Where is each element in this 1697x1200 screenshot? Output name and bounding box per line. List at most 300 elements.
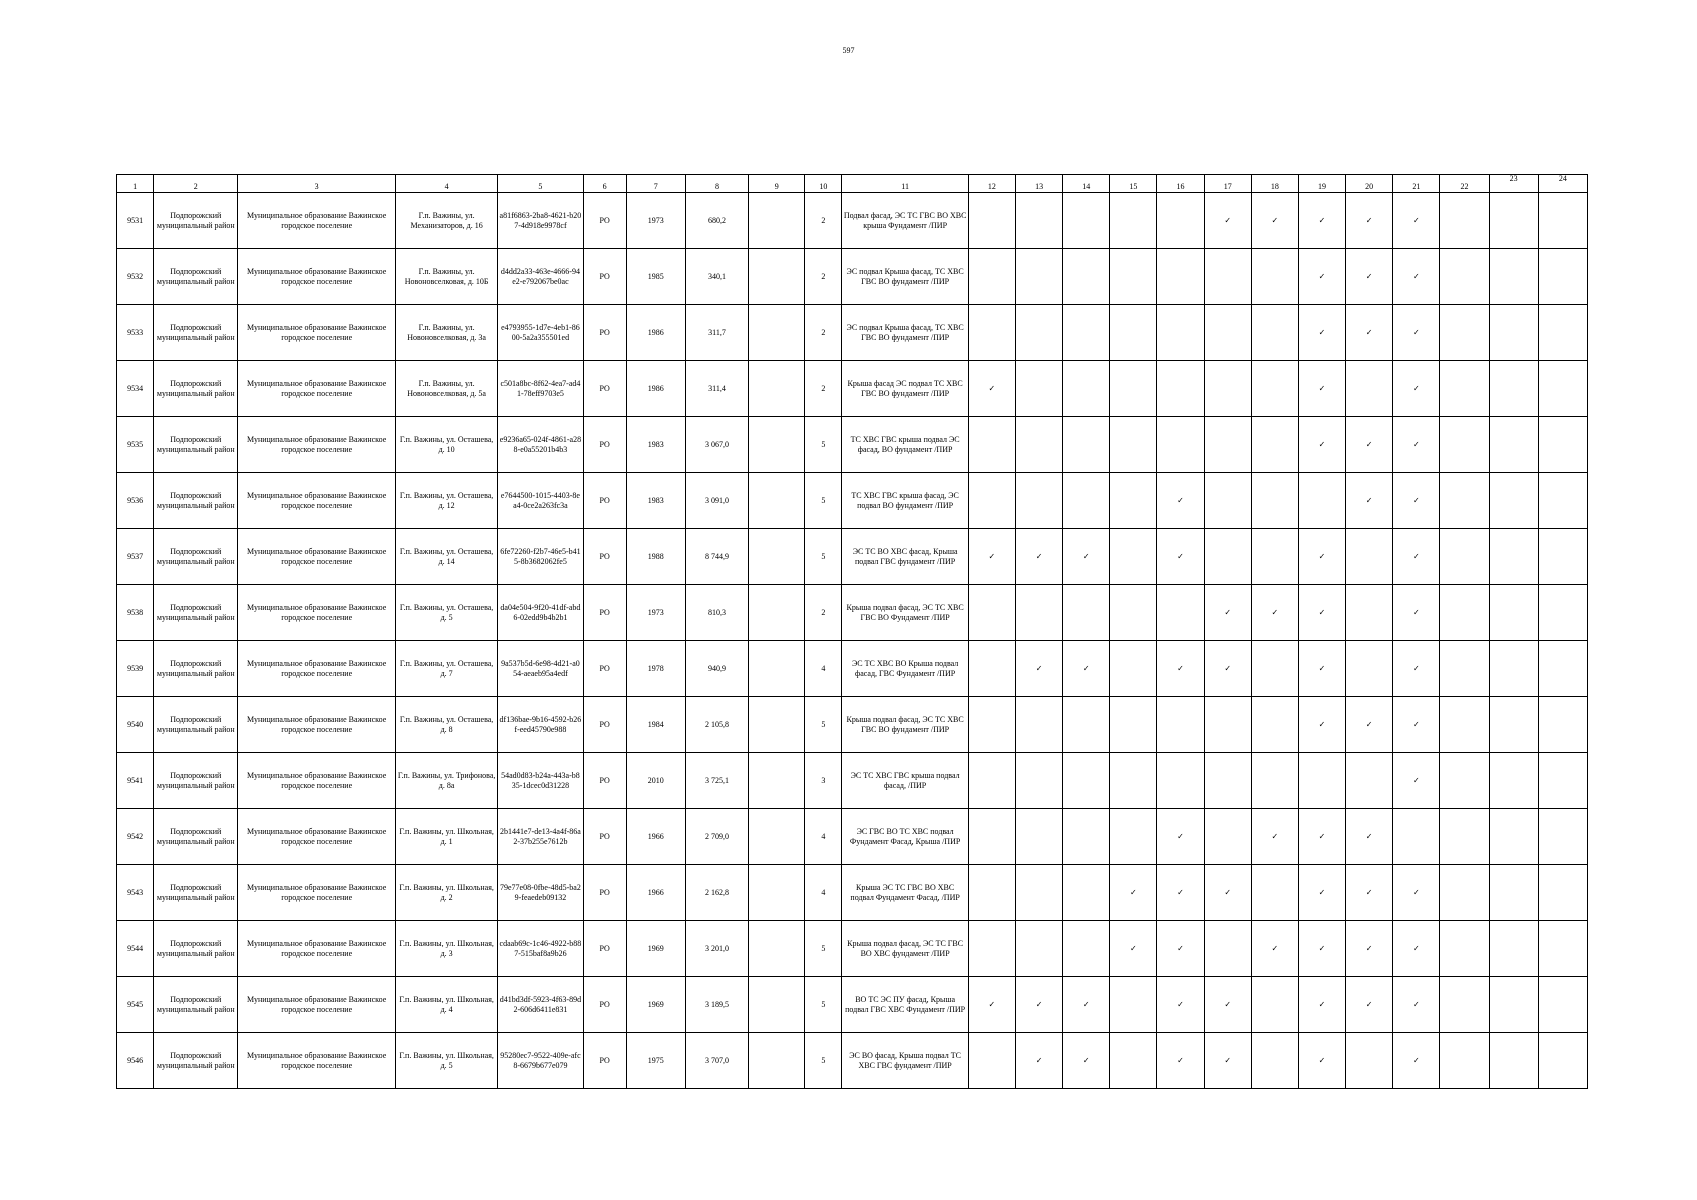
management-type-cell: РО [583,697,626,753]
checkmark-icon: ✓ [1298,361,1345,417]
table-row [117,585,1588,641]
checkmark-icon: ✓ [1393,641,1440,697]
empty-mark-cell [1063,697,1110,753]
works-list-cell: Крыша фасад ЭС подвал ТС ХВС ГВС ВО фундамент /ПИР [842,361,968,417]
empty-mark-cell [1538,585,1587,641]
column-9-cell [749,921,805,977]
empty-mark-cell [1063,249,1110,305]
works-list-cell: Крыша ЭС ТС ГВС ВО ХВС подвал Фундамент Фасад, /ПИР [842,865,968,921]
house-id-cell: df136bae-9b16-4592-b26f-eed45790e988 [498,697,583,753]
column-9-cell [749,585,805,641]
empty-mark-cell [1346,753,1393,809]
empty-mark-cell [1251,249,1298,305]
empty-mark-cell [1489,1033,1538,1089]
column-9-cell [749,249,805,305]
empty-mark-cell [1110,473,1157,529]
checkmark-icon: ✓ [1157,977,1204,1033]
empty-mark-cell [1440,977,1489,1033]
empty-mark-cell [968,1033,1015,1089]
municipality-cell: Муниципальное образование Важинское городское поселение [238,977,396,1033]
empty-mark-cell [968,921,1015,977]
management-type-cell: РО [583,249,626,305]
empty-mark-cell [968,809,1015,865]
column-number-row [117,175,1588,193]
page-number: 597 [842,46,855,55]
checkmark-icon: ✓ [1346,809,1393,865]
checkmark-icon: ✓ [1393,473,1440,529]
area-cell: 3 201,0 [685,921,748,977]
empty-mark-cell [1204,529,1251,585]
area-cell: 311,4 [685,361,748,417]
address-cell: Г.п. Важины, ул. Школьная, д. 1 [395,809,497,865]
area-cell: 340,1 [685,249,748,305]
empty-mark-cell [1489,305,1538,361]
empty-mark-cell [1015,417,1062,473]
municipality-cell: Муниципальное образование Важинское городское поселение [238,1033,396,1089]
empty-mark-cell [1538,977,1587,1033]
column-10-cell: 2 [805,193,842,249]
empty-mark-cell [1393,809,1440,865]
works-list-cell: ЭС ГВС ВО ТС ХВС подвал Фундамент Фасад, Крыша /ПИР [842,809,968,865]
works-list-cell: Крыша подвал фасад, ЭС ТС ГВС ВО ХВС фундамент /ПИР [842,921,968,977]
address-cell: Г.п. Важины, ул. Осташева, д. 10 [395,417,497,473]
checkmark-icon: ✓ [1298,697,1345,753]
checkmark-icon: ✓ [1298,977,1345,1033]
checkmark-icon: ✓ [1346,249,1393,305]
row-number-cell: 9545 [117,977,154,1033]
empty-mark-cell [1251,865,1298,921]
checkmark-icon: ✓ [1063,641,1110,697]
empty-mark-cell [1110,809,1157,865]
address-cell: Г.п. Важины, ул. Новоновселковая, д. 10Б [395,249,497,305]
works-list-cell: ЭС ТС ХВС ВО Крыша подвал фасад, ГВС Фундамент /ПИР [842,641,968,697]
empty-mark-cell [1346,529,1393,585]
year-cell: 1986 [626,305,685,361]
municipality-cell: Муниципальное образование Важинское городское поселение [238,361,396,417]
year-cell: 1983 [626,473,685,529]
empty-mark-cell [1251,977,1298,1033]
empty-mark-cell [1489,417,1538,473]
empty-mark-cell [1489,249,1538,305]
checkmark-icon: ✓ [968,529,1015,585]
works-list-cell: ЭС ТС ХВС ГВС крыша подвал фасад, /ПИР [842,753,968,809]
table-row [117,921,1588,977]
empty-mark-cell [1251,697,1298,753]
checkmark-icon: ✓ [1346,417,1393,473]
empty-mark-cell [968,697,1015,753]
empty-mark-cell [1440,809,1489,865]
management-type-cell: РО [583,361,626,417]
address-cell: Г.п. Важины, ул. Школьная, д. 5 [395,1033,497,1089]
address-cell: Г.п. Важины, ул. Осташева, д. 8 [395,697,497,753]
column-10-cell: 5 [805,977,842,1033]
empty-mark-cell [1110,305,1157,361]
empty-mark-cell [968,753,1015,809]
works-list-cell: Крыша подвал фасад, ЭС ТС ХВС ГВС ВО фундамент /ПИР [842,697,968,753]
column-10-cell: 2 [805,361,842,417]
checkmark-icon: ✓ [1393,417,1440,473]
area-cell: 680,2 [685,193,748,249]
district-cell: Подпорожский муниципальный район [154,417,238,473]
address-cell: Г.п. Важины, ул. Новоновселковая, д. 5а [395,361,497,417]
checkmark-icon: ✓ [1204,641,1251,697]
empty-mark-cell [1015,753,1062,809]
column-number-header: 2 [154,175,238,193]
table-row [117,977,1588,1033]
empty-mark-cell [1346,1033,1393,1089]
row-number-cell: 9543 [117,865,154,921]
checkmark-icon: ✓ [1157,921,1204,977]
checkmark-icon: ✓ [1298,1033,1345,1089]
empty-mark-cell [1489,977,1538,1033]
house-id-cell: 54ad0d83-b24a-443a-b835-1dcec0d31228 [498,753,583,809]
district-cell: Подпорожский муниципальный район [154,865,238,921]
empty-mark-cell [1489,641,1538,697]
area-cell: 810,3 [685,585,748,641]
column-number-header: 20 [1346,175,1393,193]
house-id-cell: d41bd3df-5923-4f63-89d2-606d6411e831 [498,977,583,1033]
checkmark-icon: ✓ [1251,585,1298,641]
checkmark-icon: ✓ [1251,193,1298,249]
checkmark-icon: ✓ [1251,921,1298,977]
checkmark-icon: ✓ [1393,921,1440,977]
checkmark-icon: ✓ [968,977,1015,1033]
column-number-header: 22 [1440,175,1489,193]
district-cell: Подпорожский муниципальный район [154,249,238,305]
district-cell: Подпорожский муниципальный район [154,977,238,1033]
row-number-cell: 9544 [117,921,154,977]
empty-mark-cell [1015,249,1062,305]
empty-mark-cell [1063,921,1110,977]
year-cell: 1983 [626,417,685,473]
empty-mark-cell [1204,249,1251,305]
house-id-cell: 79e77e08-0fbe-48d5-ba29-feaedeb09132 [498,865,583,921]
checkmark-icon: ✓ [1393,697,1440,753]
house-id-cell: e4793955-1d7e-4eb1-8600-5a2a355501ed [498,305,583,361]
column-10-cell: 5 [805,1033,842,1089]
district-cell: Подпорожский муниципальный район [154,1033,238,1089]
area-cell: 2 709,0 [685,809,748,865]
empty-mark-cell [1489,753,1538,809]
empty-mark-cell [1015,697,1062,753]
year-cell: 1969 [626,977,685,1033]
address-cell: Г.п. Важины, ул. Школьная, д. 2 [395,865,497,921]
house-id-cell: d4dd2a33-463e-4666-94e2-e792067be0ac [498,249,583,305]
house-id-cell: da04e504-9f20-41df-abd6-02edd9b4b2b1 [498,585,583,641]
checkmark-icon: ✓ [1346,697,1393,753]
column-number-header: 16 [1157,175,1204,193]
municipality-cell: Муниципальное образование Важинское городское поселение [238,809,396,865]
year-cell: 1975 [626,1033,685,1089]
area-cell: 2 162,8 [685,865,748,921]
column-10-cell: 4 [805,641,842,697]
checkmark-icon: ✓ [1298,585,1345,641]
year-cell: 1966 [626,865,685,921]
empty-mark-cell [1346,641,1393,697]
checkmark-icon: ✓ [1015,1033,1062,1089]
empty-mark-cell [1157,753,1204,809]
empty-mark-cell [1346,585,1393,641]
empty-mark-cell [1204,361,1251,417]
management-type-cell: РО [583,417,626,473]
checkmark-icon: ✓ [1346,473,1393,529]
empty-mark-cell [1440,305,1489,361]
year-cell: 1986 [626,361,685,417]
table-header [117,175,1588,193]
checkmark-icon: ✓ [1393,249,1440,305]
management-type-cell: РО [583,921,626,977]
column-10-cell: 2 [805,305,842,361]
column-number-header: 7 [626,175,685,193]
year-cell: 1988 [626,529,685,585]
empty-mark-cell [1110,977,1157,1033]
table-row [117,361,1588,417]
municipality-cell: Муниципальное образование Важинское городское поселение [238,193,396,249]
house-id-cell: 6fe72260-f2b7-46e5-b415-8b3682062fe5 [498,529,583,585]
empty-mark-cell [1204,809,1251,865]
year-cell: 1985 [626,249,685,305]
empty-mark-cell [1204,417,1251,473]
empty-mark-cell [1110,193,1157,249]
checkmark-icon: ✓ [1204,977,1251,1033]
row-number-cell: 9536 [117,473,154,529]
checkmark-icon: ✓ [1393,585,1440,641]
table-row [117,249,1588,305]
empty-mark-cell [1204,305,1251,361]
municipality-cell: Муниципальное образование Важинское городское поселение [238,753,396,809]
column-10-cell: 4 [805,865,842,921]
checkmark-icon: ✓ [1298,921,1345,977]
checkmark-icon: ✓ [1015,529,1062,585]
empty-mark-cell [968,865,1015,921]
empty-mark-cell [1440,753,1489,809]
column-number-header: 18 [1251,175,1298,193]
empty-mark-cell [1063,809,1110,865]
column-number-header: 3 [238,175,396,193]
house-id-cell: cdaab69c-1c46-4922-b887-515baf8a9b26 [498,921,583,977]
row-number-cell: 9535 [117,417,154,473]
column-9-cell [749,1033,805,1089]
empty-mark-cell [1489,697,1538,753]
empty-mark-cell [1489,865,1538,921]
checkmark-icon: ✓ [1204,193,1251,249]
column-number-header: 19 [1298,175,1345,193]
empty-mark-cell [1489,193,1538,249]
empty-mark-cell [1015,809,1062,865]
empty-mark-cell [1157,361,1204,417]
year-cell: 1973 [626,585,685,641]
column-9-cell [749,697,805,753]
area-cell: 940,9 [685,641,748,697]
management-type-cell: РО [583,865,626,921]
empty-mark-cell [1440,417,1489,473]
column-9-cell [749,641,805,697]
house-id-cell: 95280ec7-9522-409e-afc8-6679b677e079 [498,1033,583,1089]
empty-mark-cell [1204,697,1251,753]
empty-mark-cell [1110,1033,1157,1089]
column-9-cell [749,753,805,809]
management-type-cell: РО [583,473,626,529]
municipality-cell: Муниципальное образование Важинское городское поселение [238,529,396,585]
empty-mark-cell [1063,585,1110,641]
municipality-cell: Муниципальное образование Важинское городское поселение [238,641,396,697]
row-number-cell: 9532 [117,249,154,305]
address-cell: Г.п. Важины, ул. Трифонова, д. 8а [395,753,497,809]
management-type-cell: РО [583,585,626,641]
table-row [117,641,1588,697]
address-cell: Г.п. Важины, ул. Осташева, д. 14 [395,529,497,585]
address-cell: Г.п. Важины, ул. Школьная, д. 3 [395,921,497,977]
empty-mark-cell [968,305,1015,361]
empty-mark-cell [1157,585,1204,641]
area-cell: 3 091,0 [685,473,748,529]
checkmark-icon: ✓ [1063,529,1110,585]
empty-mark-cell [1440,641,1489,697]
empty-mark-cell [1538,305,1587,361]
table-row [117,529,1588,585]
checkmark-icon: ✓ [1015,641,1062,697]
checkmark-icon: ✓ [1346,921,1393,977]
works-list-cell: ТС ХВС ГВС крыша подвал ЭС фасад, ВО фундамент /ПИР [842,417,968,473]
empty-mark-cell [1063,753,1110,809]
management-type-cell: РО [583,305,626,361]
empty-mark-cell [1204,753,1251,809]
row-number-cell: 9534 [117,361,154,417]
year-cell: 1969 [626,921,685,977]
checkmark-icon: ✓ [1298,641,1345,697]
table-row [117,697,1588,753]
management-type-cell: РО [583,977,626,1033]
house-id-cell: a81f6863-2ba8-4621-b207-4d918e9978cf [498,193,583,249]
district-cell: Подпорожский муниципальный район [154,921,238,977]
empty-mark-cell [1015,361,1062,417]
column-number-header: 21 [1393,175,1440,193]
housing-register-table [116,174,1588,1089]
municipality-cell: Муниципальное образование Важинское городское поселение [238,697,396,753]
column-10-cell: 2 [805,585,842,641]
works-list-cell: ЭС подвал Крыша фасад, ТС ХВС ГВС ВО фундамент /ПИР [842,249,968,305]
table-row [117,1033,1588,1089]
column-9-cell [749,417,805,473]
address-cell: Г.п. Важины, ул. Механизаторов, д. 16 [395,193,497,249]
empty-mark-cell [1538,641,1587,697]
empty-mark-cell [1440,529,1489,585]
district-cell: Подпорожский муниципальный район [154,641,238,697]
municipality-cell: Муниципальное образование Важинское городское поселение [238,921,396,977]
checkmark-icon: ✓ [1110,921,1157,977]
empty-mark-cell [1157,193,1204,249]
column-number-header: 10 [805,175,842,193]
column-10-cell: 3 [805,753,842,809]
checkmark-icon: ✓ [1346,865,1393,921]
empty-mark-cell [1538,193,1587,249]
empty-mark-cell [1015,921,1062,977]
empty-mark-cell [1110,417,1157,473]
area-cell: 3 725,1 [685,753,748,809]
empty-mark-cell [1538,809,1587,865]
empty-mark-cell [1251,1033,1298,1089]
column-10-cell: 5 [805,921,842,977]
row-number-cell: 9540 [117,697,154,753]
works-list-cell: ЭС ТС ВО ХВС фасад, Крыша подвал ГВС фундамент /ПИР [842,529,968,585]
empty-mark-cell [1063,361,1110,417]
district-cell: Подпорожский муниципальный район [154,809,238,865]
empty-mark-cell [1063,473,1110,529]
empty-mark-cell [1538,417,1587,473]
column-9-cell [749,193,805,249]
management-type-cell: РО [583,809,626,865]
checkmark-icon: ✓ [1204,865,1251,921]
checkmark-icon: ✓ [1298,417,1345,473]
column-9-cell [749,361,805,417]
empty-mark-cell [968,193,1015,249]
management-type-cell: РО [583,529,626,585]
column-number-header: 4 [395,175,497,193]
empty-mark-cell [1063,417,1110,473]
district-cell: Подпорожский муниципальный район [154,193,238,249]
column-9-cell [749,529,805,585]
empty-mark-cell [1251,529,1298,585]
checkmark-icon: ✓ [1393,305,1440,361]
empty-mark-cell [1015,473,1062,529]
municipality-cell: Муниципальное образование Важинское городское поселение [238,417,396,473]
management-type-cell: РО [583,193,626,249]
checkmark-icon: ✓ [1298,865,1345,921]
checkmark-icon: ✓ [1204,585,1251,641]
empty-mark-cell [1538,753,1587,809]
column-9-cell [749,473,805,529]
empty-mark-cell [968,585,1015,641]
table-row [117,865,1588,921]
empty-mark-cell [1063,305,1110,361]
row-number-cell: 9539 [117,641,154,697]
row-number-cell: 9533 [117,305,154,361]
row-number-cell: 9538 [117,585,154,641]
area-cell: 8 744,9 [685,529,748,585]
checkmark-icon: ✓ [1157,865,1204,921]
checkmark-icon: ✓ [1063,1033,1110,1089]
column-10-cell: 5 [805,529,842,585]
empty-mark-cell [1298,753,1345,809]
column-number-header: 1 [117,175,154,193]
municipality-cell: Муниципальное образование Важинское городское поселение [238,865,396,921]
column-number-header: 6 [583,175,626,193]
year-cell: 1984 [626,697,685,753]
empty-mark-cell [1489,473,1538,529]
checkmark-icon: ✓ [968,361,1015,417]
checkmark-icon: ✓ [1346,977,1393,1033]
empty-mark-cell [1440,1033,1489,1089]
house-id-cell: e7644500-1015-4403-8ea4-0ce2a263fc3a [498,473,583,529]
checkmark-icon: ✓ [1251,809,1298,865]
empty-mark-cell [1346,361,1393,417]
house-id-cell: 9a537b5d-6e98-4d21-a054-aeaeb95a4edf [498,641,583,697]
column-number-header: 15 [1110,175,1157,193]
empty-mark-cell [1110,641,1157,697]
empty-mark-cell [1110,249,1157,305]
year-cell: 2010 [626,753,685,809]
checkmark-icon: ✓ [1393,529,1440,585]
checkmark-icon: ✓ [1393,361,1440,417]
checkmark-icon: ✓ [1393,193,1440,249]
empty-mark-cell [1489,921,1538,977]
district-cell: Подпорожский муниципальный район [154,585,238,641]
column-9-cell [749,865,805,921]
empty-mark-cell [968,417,1015,473]
empty-mark-cell [1538,529,1587,585]
empty-mark-cell [1110,585,1157,641]
checkmark-icon: ✓ [1298,249,1345,305]
